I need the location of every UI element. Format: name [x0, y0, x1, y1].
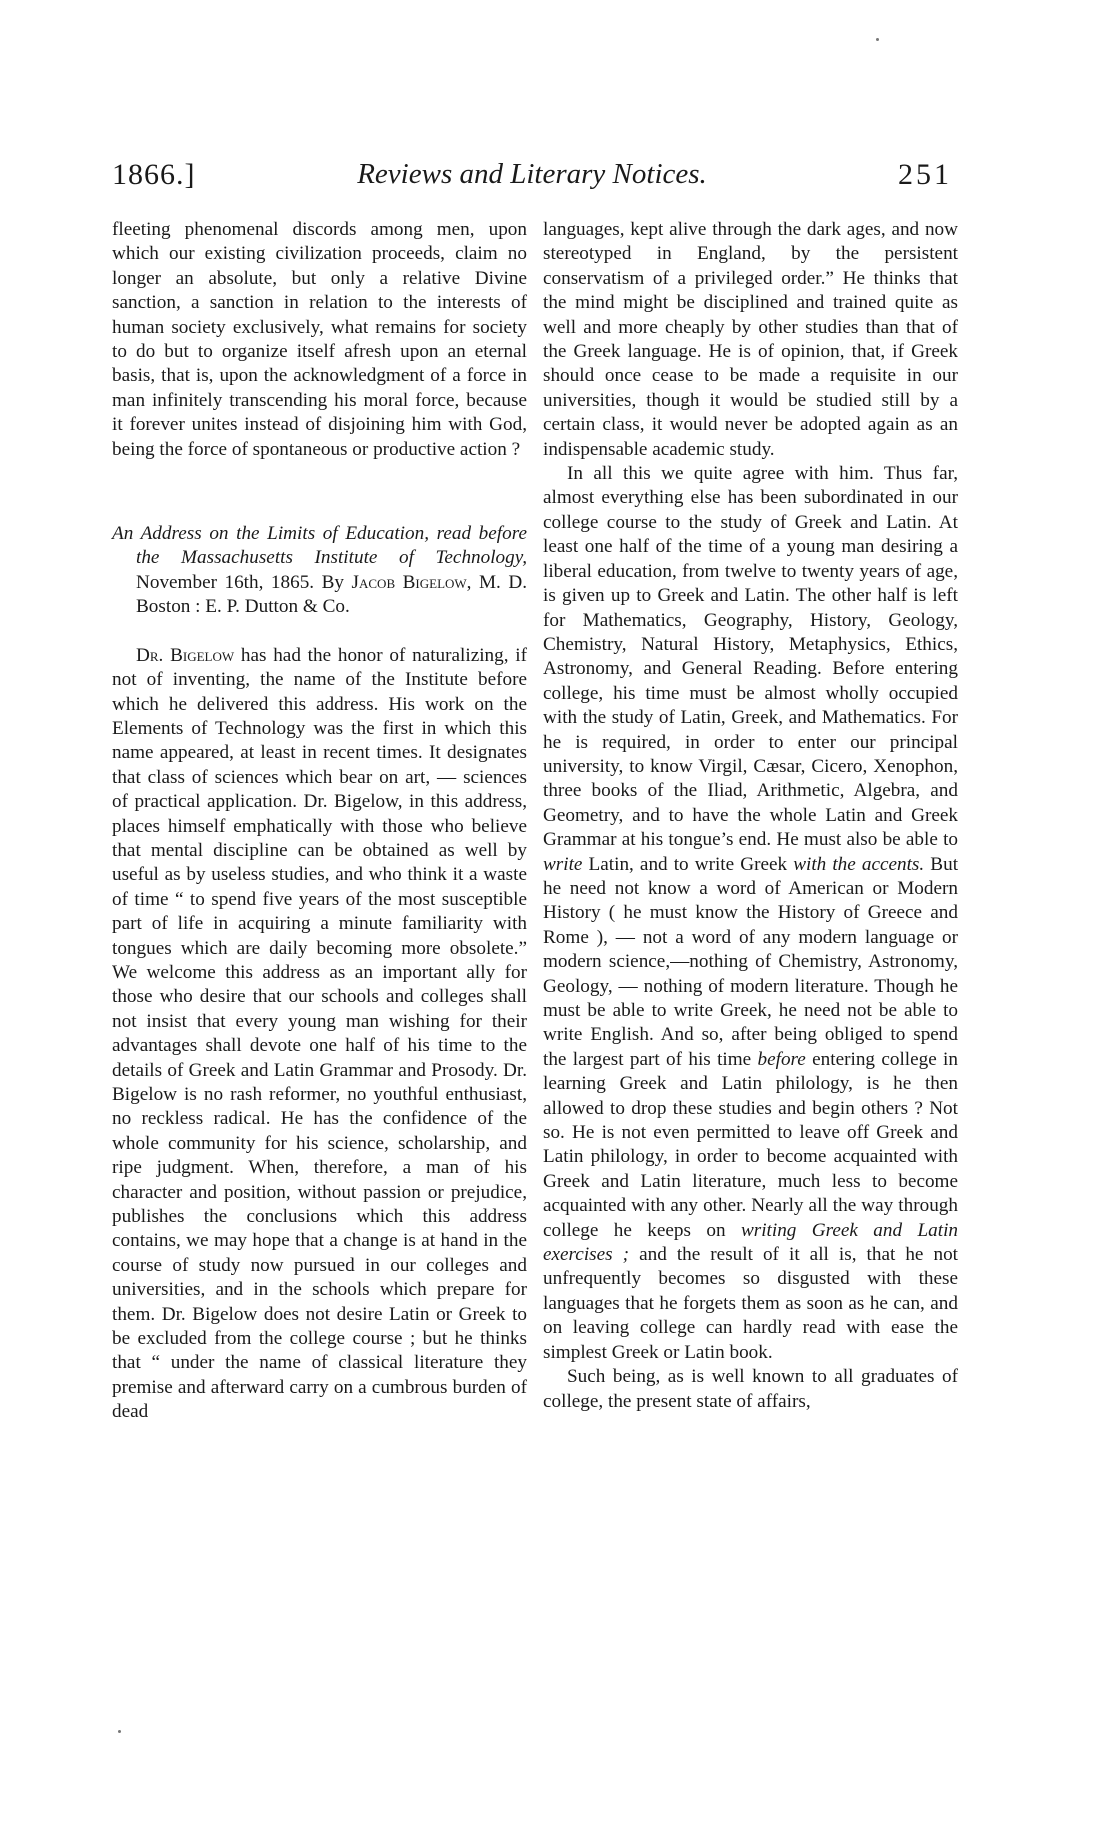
citation-by: By: [321, 571, 345, 593]
p2-before-emphasis: before: [757, 1048, 806, 1070]
p2-write-emphasis: write: [543, 853, 583, 875]
review-citation: [112, 522, 527, 620]
continuation-paragraph: fleeting phenomenal discords among men, upon which our existing civilization proceeds, claim no longer an absolute, but only a relative Divine sanction, a sanction in relation to the interests of human society exclusively, what remains for society to do but to organize itself afresh upon an eternal basis, that is, upon the acknowledgment of a force in man infinitely transcending his moral force, because it forever unites instead of disjoining him with God, being the force of spontaneous or productive action ?: [112, 219, 527, 460]
citation-author: Jacob Bigelow,: [351, 571, 472, 593]
header-running-title: Reviews and Literary Notices.: [357, 158, 707, 190]
review-lead: Dr. Bigelow: [136, 644, 235, 666]
p2-exercises-emphasis: writing Greek and Latin exercises ;: [543, 1219, 958, 1266]
header-year: 1866.]: [112, 158, 196, 191]
p2-text-c: But he need not know a word of American or Modern History ( he must know the History of Greece and Rome ), — not a word of any modern language or modern science,—nothing of Chemistry, Astronomy, Geology, — nothing of modern literature. Though he must be able to write Greek, he need not be able to write English. And so, after being obliged to spend the largest part of his time: [543, 853, 959, 1070]
p2-text-a: In all this we quite agree with him. Thus far, almost everything else has been subordinated in our college course to the study of Greek and Latin. At least one half of the time of a young man desiring a liberal education, from twelve to twenty years of age, is given up to Greek and Latin. The other half is left for Mathematics, Geography, History, Geology, Chemistry, Natural History, Metaphysics, Ethics, Astronomy, and General Reading. Before entering college, his time must be almost wholly occupied with the study of Latin, Greek, and Mathematics. For he is required, in order to enter our principal university, to know Virgil, Cæsar, Cicero, Xenophon, three books of the Iliad, Arithmetic, Algebra, and Geometry, and to have the whole Latin and Greek Grammar at his tongue’s end. He must also be able to: [543, 463, 958, 851]
p2-text-b: Latin, and to write Greek: [588, 853, 788, 875]
review-paragraph: [112, 644, 527, 1425]
right-paragraph-2: [543, 462, 958, 1365]
citation-title: An Address on the Limits of Education, read before the Massachusetts Institute of Technology,: [112, 523, 527, 569]
p2-accents-emphasis: with the accents.: [793, 853, 925, 875]
p2-text-e: and the result of it all is, that he not unfrequently becomes so disgusted with these languages that he forgets them as soon as he can, and on leaving college can hardly read with ease the simplest Greek or Latin book.: [543, 1244, 959, 1363]
page-number: 251: [898, 158, 952, 191]
left-column: [112, 218, 527, 1425]
right-column: [543, 218, 958, 1414]
paper-speck: [876, 38, 879, 41]
p2-text-d: entering college in learning Greek and Latin philology, is he then allowed to drop these studies and begin others ? Not so. He is not even permitted to leave off Greek and Latin philology, in order to become acquainted with Greek and Latin literature, much less to become acquainted with any other. Nearly all the way through college he keeps on: [543, 1048, 958, 1241]
citation-date: November 16th, 1865.: [136, 571, 315, 593]
citation-publisher: Boston : E. P. Dutton & Co.: [136, 596, 350, 618]
right-paragraph-1: languages, kept alive through the dark ages, and now stereotyped in England, by the persistent conservatism of a privileged order.” He thinks that the mind might be disciplined and trained quite as well and more cheaply by other studies than that of the Greek language. He is of opinion, that, if Greek should once cease to be made a requisite in our universities, though it would be studied still by a certain class, it would never be adopted again as an indispensable academic study.: [543, 219, 958, 460]
citation-degree: M. D.: [479, 571, 528, 593]
review-body: has had the honor of naturalizing, if not of inventing, the name of the Institute before which he delivered this address. His work on the Elements of Technology was the first in which this name appeared, at least in recent times. It designates that class of sciences which bear on art, — sciences of practical application. Dr. Bigelow, in this address, places himself emphatically with those who believe that mental discipline can be obtained as well by useful as by useless studies, and who think it a waste of time “ to spend five years of the most susceptible part of life in acquiring a minute familiarity with tongues which are daily becoming more obsolete.” We welcome this address as an important ally for those who desire that our schools and colleges shall not insist that every young man wishing for their advantages shall devote one half of his time to the details of Greek and Latin Grammar and Prosody. Dr. Bigelow is no rash reformer, no youthful enthusiast, no reckless radical. He has the confidence of the whole community for his science, scholarship, and ripe judgment. When, therefore, a man of his character and position, without passion or prejudice, publishes the conclusions which this address contains, we may hope that a change is at hand in the course of study now pursued in our colleges and universities, and in the schools which prepare for them. Dr. Bigelow does not desire Latin or Greek to be excluded from the college course ; but he thinks that “ under the name of classical literature they premise and afterward carry on a cumbrous burden of dead: [112, 644, 528, 1423]
paper-speck: [118, 1730, 121, 1733]
right-paragraph-3: Such being, as is well known to all graduates of college, the present state of affairs,: [543, 1366, 958, 1412]
running-header: [112, 158, 952, 198]
